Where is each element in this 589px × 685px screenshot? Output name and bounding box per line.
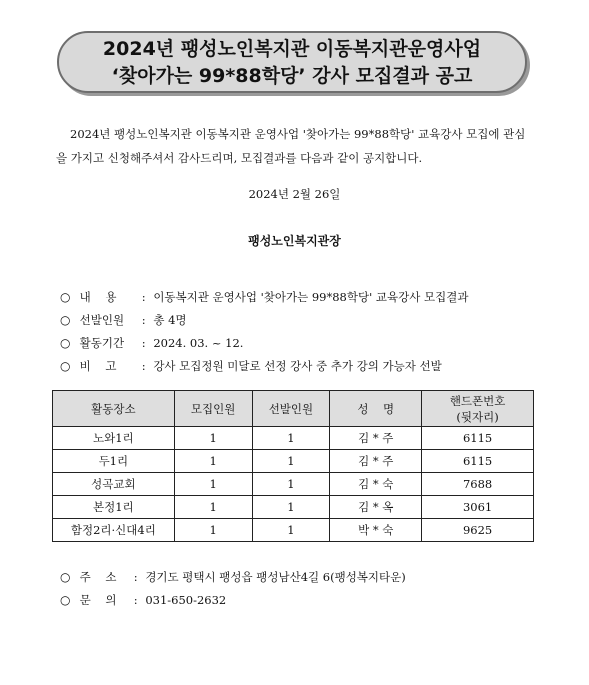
header-name: 성 명	[330, 391, 422, 427]
cell-name: 김 * 옥	[330, 496, 422, 519]
info-label: 비 고	[79, 359, 117, 373]
info-item-selection-count: ○ 선발인원 : 총 4명	[60, 309, 560, 332]
announcement-date: 2024년 2월 26일	[248, 187, 341, 201]
cell-location: 두1리	[53, 450, 175, 473]
contact-value: 031-650-2632	[145, 593, 227, 607]
title-line-2: ‘찾아가는 99*88학당’ 강사 모집결과 공고	[111, 65, 473, 87]
cell-name: 김 * 주	[330, 427, 422, 450]
recruitment-result-table	[52, 390, 534, 542]
contact-label: 문 의	[79, 593, 117, 607]
contact-item-inquiry: ○ 문 의 : 031-650-2632	[60, 589, 560, 612]
intro-paragraph: 2024년 팽성노인복지관 이동복지관 운영사업 '찾아가는 99*88학당' 교육강사 모집에 관심을 가지고 신청해주셔서 감사드리며, 모집결과를 다음과 같이 공지합니다.	[56, 127, 526, 165]
cell-recruit-count: 1	[174, 519, 252, 542]
info-item-content: ○ 내 용 : 이동복지관 운영사업 '찾아가는 99*88학당' 교육강사 모집결과	[60, 286, 560, 309]
table-row	[53, 450, 534, 473]
bullet-circle-icon: ○	[60, 336, 71, 350]
cell-recruit-count: 1	[174, 450, 252, 473]
header-phone-sub: (뒷자리)	[456, 409, 499, 424]
info-label: 내 용	[79, 290, 117, 304]
info-value: 2024. 03. ~ 12.	[153, 336, 244, 350]
table-header-row	[53, 391, 534, 427]
info-value: 강사 모집정원 미달로 선정 강사 중 추가 강의 가능자 선발	[153, 359, 442, 373]
cell-location: 노와1리	[53, 427, 175, 450]
bullet-circle-icon: ○	[60, 593, 71, 607]
organization-signature: 팽성노인복지관장	[248, 234, 341, 248]
contact-label: 주 소	[79, 570, 117, 584]
cell-name: 김 * 주	[330, 450, 422, 473]
table-row	[53, 519, 534, 542]
bullet-circle-icon: ○	[60, 313, 71, 327]
info-value: 총 4명	[153, 313, 187, 327]
info-label: 활동기간	[79, 336, 125, 350]
cell-phone: 7688	[422, 473, 534, 496]
cell-selected-count: 1	[252, 496, 330, 519]
contact-list	[60, 566, 560, 612]
cell-recruit-count: 1	[174, 427, 252, 450]
info-label: 선발인원	[79, 313, 125, 327]
info-value: 이동복지관 운영사업 '찾아가는 99*88학당' 교육강사 모집결과	[153, 290, 469, 304]
info-item-remarks: ○ 비 고 : 강사 모집정원 미달로 선정 강사 중 추가 강의 가능자 선발	[60, 355, 560, 378]
cell-location: 함정2리·신대4리	[53, 519, 175, 542]
contact-value: 경기도 평택시 팽성읍 팽성남산4길 6(팽성복지타운)	[145, 570, 406, 584]
title-banner	[57, 31, 527, 93]
cell-selected-count: 1	[252, 473, 330, 496]
table-row	[53, 496, 534, 519]
cell-recruit-count: 1	[174, 473, 252, 496]
header-recruit-count: 모집인원	[174, 391, 252, 427]
cell-selected-count: 1	[252, 427, 330, 450]
cell-name: 박 * 숙	[330, 519, 422, 542]
table-row	[53, 427, 534, 450]
cell-selected-count: 1	[252, 519, 330, 542]
title-line-1: 2024년 팽성노인복지관 이동복지관운영사업	[102, 38, 482, 60]
cell-selected-count: 1	[252, 450, 330, 473]
info-item-period: ○ 활동기간 : 2024. 03. ~ 12.	[60, 332, 560, 355]
cell-phone: 6115	[422, 427, 534, 450]
bullet-circle-icon: ○	[60, 359, 71, 373]
cell-phone: 6115	[422, 450, 534, 473]
contact-item-address: ○ 주 소 : 경기도 평택시 팽성읍 팽성남산4길 6(팽성복지타운)	[60, 566, 560, 589]
table-row	[53, 473, 534, 496]
bullet-circle-icon: ○	[60, 570, 71, 584]
cell-location: 성곡교회	[53, 473, 175, 496]
info-list	[60, 286, 560, 378]
header-phone-label: 핸드폰번호	[449, 393, 506, 408]
cell-name: 김 * 숙	[330, 473, 422, 496]
cell-phone: 3061	[422, 496, 534, 519]
cell-recruit-count: 1	[174, 496, 252, 519]
header-phone	[422, 391, 534, 427]
bullet-circle-icon: ○	[60, 290, 71, 304]
cell-phone: 9625	[422, 519, 534, 542]
header-location: 활동장소	[53, 391, 175, 427]
cell-location: 본정1리	[53, 496, 175, 519]
header-selected-count: 선발인원	[252, 391, 330, 427]
